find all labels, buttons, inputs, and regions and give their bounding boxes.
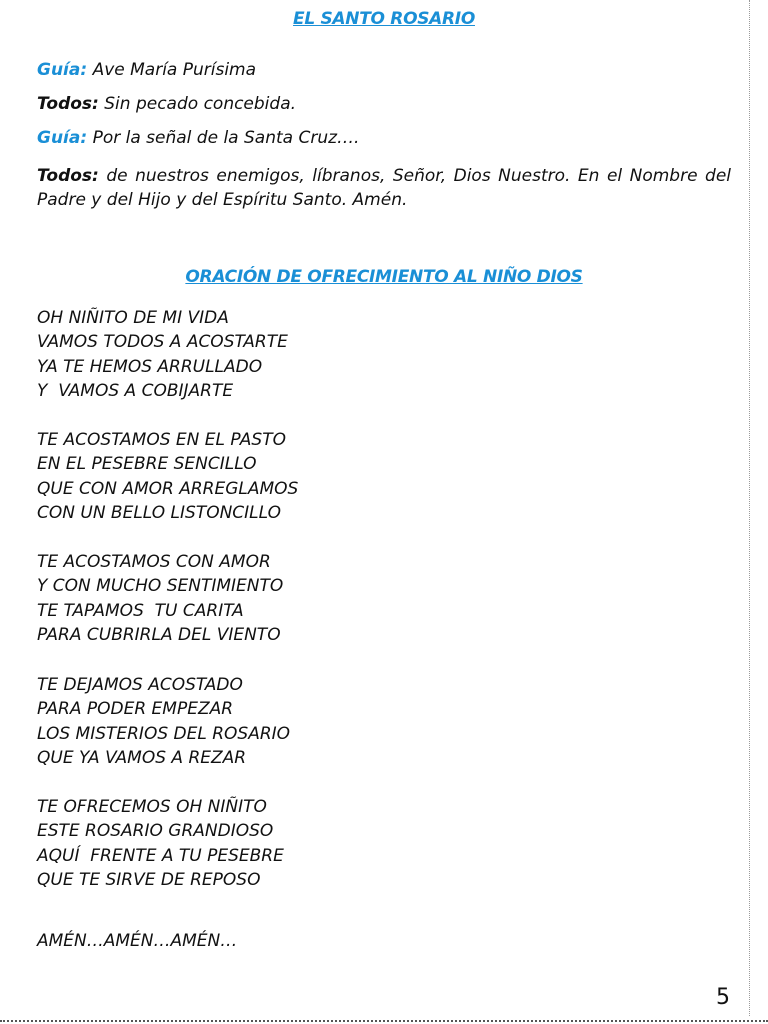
dialogue-text: Ave María Purísima	[92, 60, 257, 80]
poem-line: QUE YA VAMOS A REZAR	[37, 747, 247, 768]
poem-line: CON UN BELLO LISTONCILLO	[37, 502, 281, 523]
closing-amen: AMÉN…AMÉN…AMÉN…	[37, 931, 238, 951]
poem-line: TE DEJAMOS ACOSTADO	[37, 675, 243, 695]
dialogue-line	[37, 93, 731, 115]
poem-stanza	[37, 795, 687, 892]
dialogue-text: de nuestros enemigos, líbranos, Señor, Dios Nuestro. En el Nombre del Padre y del Hijo y del Espíritu Santo. Amén.	[37, 166, 731, 210]
poem-line: EN EL PESEBRE SENCILLO	[37, 454, 257, 475]
poem-line: TE ACOSTAMOS EN EL PASTO	[37, 430, 286, 450]
poem-line: TE OFRECEMOS OH NIÑITO	[37, 797, 267, 817]
poem-line: YA TE HEMOS ARRULLADO	[37, 356, 263, 377]
poem-stanza	[37, 673, 687, 770]
page-number: 5	[716, 985, 730, 1010]
speaker-label: Guía:	[37, 128, 88, 148]
poem-line: QUE TE SIRVE DE REPOSO	[37, 869, 261, 890]
poem-line: Y CON MUCHO SENTIMIENTO	[37, 576, 284, 597]
poem-line: ESTE ROSARIO GRANDIOSO	[37, 821, 274, 842]
speaker-label: Guía:	[37, 60, 88, 80]
poem-stanza	[37, 306, 687, 403]
poem-stanza	[37, 428, 687, 525]
dialogue-line	[37, 59, 731, 81]
poem-line: Y VAMOS A COBIJARTE	[37, 380, 234, 401]
page-edge-bottom	[0, 1020, 768, 1022]
poem-line: VAMOS TODOS A ACOSTARTE	[37, 332, 288, 353]
dialogue-text: Sin pecado concebida.	[104, 94, 297, 114]
poem-line: TE TAPAMOS TU CARITA	[37, 600, 244, 621]
poem-line: PARA PODER EMPEZAR	[37, 699, 234, 720]
speaker-label: Todos:	[37, 94, 99, 114]
dialogue-line	[37, 127, 731, 149]
page-edge-right	[749, 0, 750, 1016]
section-title-rosario: EL SANTO ROSARIO	[293, 9, 475, 29]
poem-line: PARA CUBRIRLA DEL VIENTO	[37, 624, 281, 645]
poem-line: LOS MISTERIOS DEL ROSARIO	[37, 723, 291, 744]
poem-line: OH NIÑITO DE MI VIDA	[37, 308, 229, 328]
poem-line: QUE CON AMOR ARREGLAMOS	[37, 478, 299, 499]
speaker-label: Todos:	[37, 166, 99, 186]
dialogue-text: Por la señal de la Santa Cruz….	[92, 128, 360, 148]
dialogue-line	[37, 164, 731, 212]
section-title-oracion: ORACIÓN DE OFRECIMIENTO AL NIÑO DIOS	[185, 267, 583, 287]
poem-line: AQUÍ FRENTE A TU PESEBRE	[37, 845, 284, 866]
poem-line: TE ACOSTAMOS CON AMOR	[37, 552, 271, 572]
poem-stanza	[37, 550, 687, 647]
